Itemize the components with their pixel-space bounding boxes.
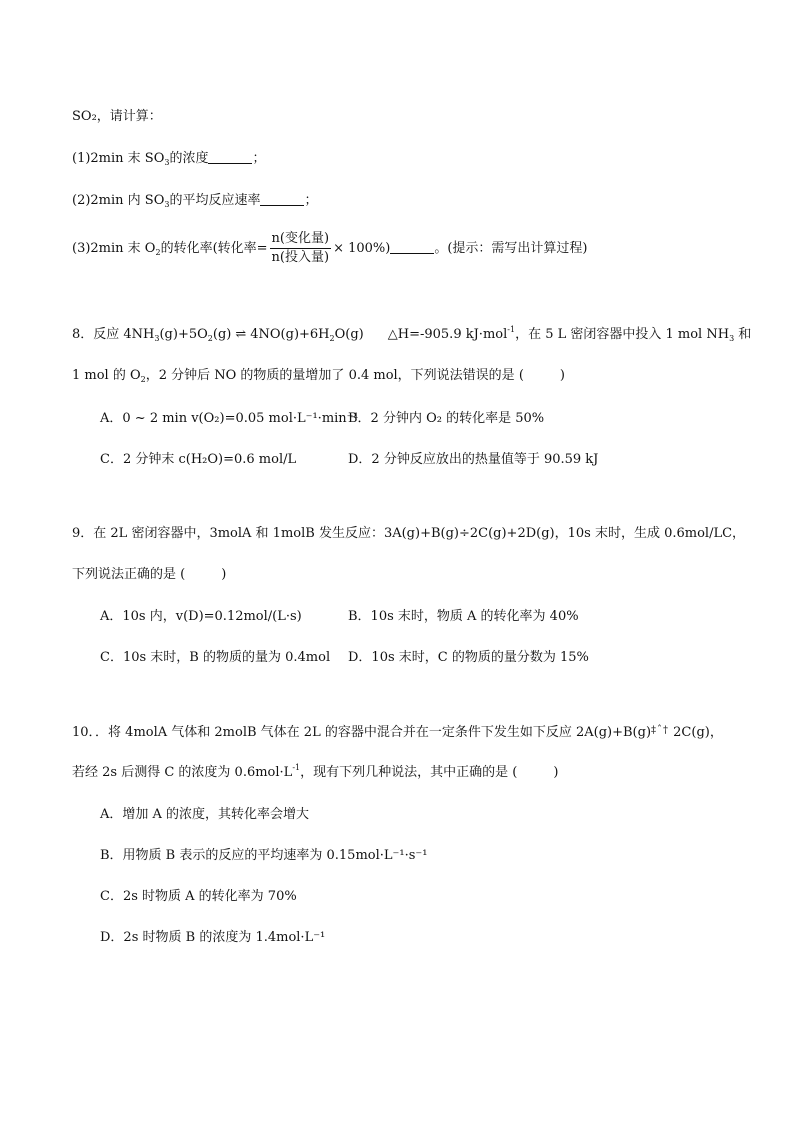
q8-option-a[interactable]: A．0 ~ 2 min v(O₂)=0.05 mol·L⁻¹·min⁻¹: [100, 411, 359, 426]
q8-text: ，2 分钟后 NO 的物质的量增加了 0.4 mol，下列说法错误的是 (: [145, 368, 524, 383]
q7-sub2: (2)2min 内 $SO_3$的平均反应速率 ；: [72, 193, 318, 209]
conversion-label: 转化率=: [217, 241, 268, 256]
q7-sub1-text-b: 的浓度: [169, 151, 209, 166]
q7-sub1-text-c: ；: [252, 151, 266, 166]
q9-option-a[interactable]: A．10s 内，v(D)=0.12mol/(L·s): [100, 609, 302, 624]
q8-text: 1 mol 的 O: [72, 368, 141, 383]
q7-sub1-text-a: (1)2min 末 SO: [72, 151, 165, 166]
fraction-numerator: n(变化量): [270, 230, 332, 249]
q8-text: ): [559, 368, 565, 383]
equilibrium-arrow-icon: ⇌: [235, 327, 247, 342]
q7-sub1: (1)2min 末 $SO_3$的浓度 ；: [72, 151, 266, 167]
answer-blank[interactable]: [390, 240, 434, 254]
q9-option-c[interactable]: C．10s 末时，B 的物质的量为 0.4mol: [100, 650, 331, 665]
q9-text: 下列说法正确的是 (: [72, 567, 186, 582]
q10-text: 10．．将 4molA 气体和 2molB 气体在 2L 的容器中混合并在一定条件下发生如下反应 2A(g)+B(g): [72, 725, 652, 740]
q8-option-d[interactable]: D．2 分钟反应放出的热量值等于 90.59 kJ: [348, 452, 599, 467]
q8-text: ，在 5 L 密闭容器中投入 1 mol NH: [515, 327, 730, 342]
q7-sub3-text-a: (3)2min 末 O: [72, 241, 156, 256]
q10-text: ，现有下列几种说法，其中正确的是 (: [300, 765, 518, 780]
answer-blank[interactable]: [260, 192, 304, 206]
q8-line2: 1 mol 的 $O_2$，2 分钟后 NO 的物质的量增加了 0.4 mol，下列说法错误的是 ( ): [72, 368, 565, 384]
intro-text: SO₂，请计算：: [72, 109, 162, 124]
q7-sub3: (3)2min 末 $O_2$的转化率(转化率= $\frac{\text{n(变化量)}}{\text{n(投入量)}}$ × 100%) 。(提示：需写出计算过程): [72, 231, 588, 265]
q10-text: ): [553, 765, 559, 780]
q10-text: 2C(g)，: [673, 725, 723, 740]
q8-option-b[interactable]: B．2 分钟内 O₂ 的转化率是 50%: [348, 411, 545, 426]
q8-text: (g): [212, 327, 232, 342]
q9-text: ): [221, 567, 227, 582]
q8-line1: 8．反应 $4NH_3(g)+5O_2(g)$ ⇌ $4NO(g)+6H_2O(g)$ △H=-905.9 kJ·mol$^{-1}$，在 5 L 密闭容器中投入 1 mol $NH_3$ 和: [72, 325, 752, 343]
q9-line1: 9．在 2L 密闭容器中，3molA 和 1molB 发生反应：3A(g)+B(g)÷2C(g)+2D(g)，10s 末时，生成 0.6mol/LC，: [72, 526, 746, 541]
q9-option-d[interactable]: D．10s 末时，C 的物质的量分数为 15%: [348, 650, 589, 665]
q8-option-c[interactable]: C．2 分钟末 c(H₂O)=0.6 mol/L: [100, 452, 297, 467]
fraction-denominator: n(投入量): [271, 250, 330, 265]
q9-line2: [72, 566, 226, 584]
enthalpy-change: △H=-905.9 kJ·mol: [387, 327, 508, 342]
times-percent: × 100%): [333, 241, 391, 256]
q8-text: 和: [738, 327, 752, 342]
q10-option-b[interactable]: B．用物质 B 表示的反应的平均速率为 0.15mol·L⁻¹·s⁻¹: [100, 848, 428, 863]
q7-sub2-text-a: (2)2min 内 SO: [72, 193, 165, 208]
q10-line1: [72, 722, 723, 742]
q10-option-d[interactable]: D．2s 时物质 B 的浓度为 1.4mol·L⁻¹: [100, 930, 326, 945]
conversion-fraction: [270, 230, 332, 267]
q8-text: 8．反应 4NH: [72, 327, 155, 342]
q8-text: O(g): [334, 327, 364, 342]
q10-line2: 若经 2s 后测得 C 的浓度为 $0.6mol\cdot L^{-1}$，现有下列几种说法，其中正确的是 ( ): [72, 763, 559, 780]
q7-sub2-text-c: ；: [304, 193, 318, 208]
q10-option-c[interactable]: C．2s 时物质 A 的转化率为 70%: [100, 889, 297, 904]
q9-option-b[interactable]: B．10s 末时，物质 A 的转化率为 40%: [348, 609, 579, 624]
reaction-arrow-icon: ‡ˆ†: [651, 725, 670, 736]
q10-option-a[interactable]: A．增加 A 的浓度，其转化率会增大: [100, 807, 310, 822]
q8-text: (g)+5O: [159, 327, 208, 342]
q8-text: 4NO(g)+6H: [250, 327, 330, 342]
intro-line: [72, 108, 162, 126]
q10-text: 若经 2s 后测得 C 的浓度为 0.6mol·L: [72, 765, 293, 780]
answer-blank[interactable]: [208, 150, 252, 164]
q7-sub3-text-b: 的转化率(: [160, 241, 218, 256]
q7-sub2-text-b: 的平均反应速率: [169, 193, 261, 208]
q7-sub3-hint: 。(提示：需写出计算过程): [434, 241, 588, 256]
